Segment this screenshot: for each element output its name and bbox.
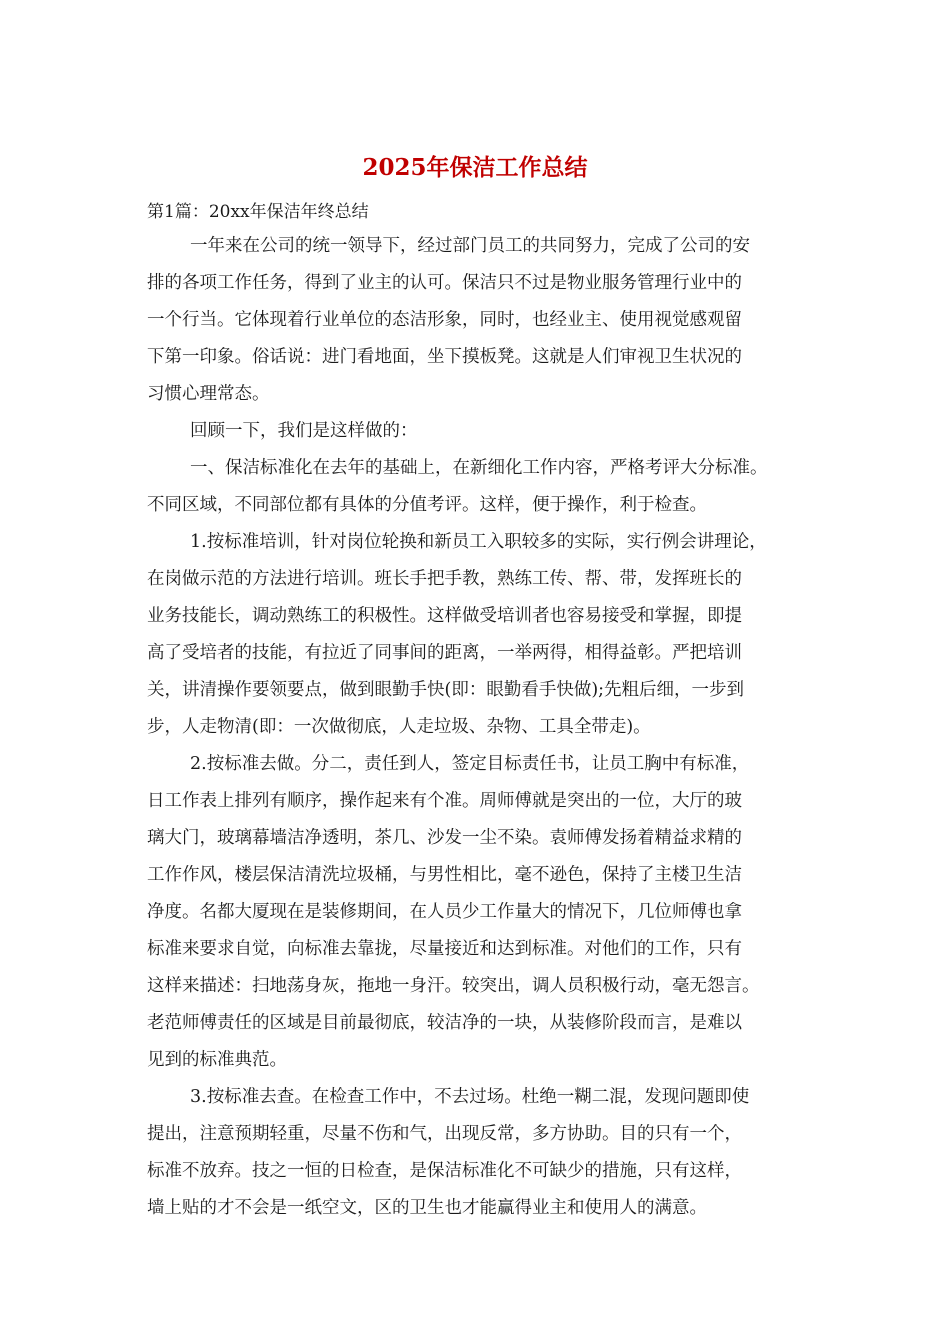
text-line: 净度。名都大厦现在是装修期间，在人员少工作量大的情况下，几位师傅也拿 [147, 902, 742, 922]
text-line: 3.按标准去查。在检查工作中，不去过场。杜绝一糊二混，发现问题即使 [190, 1087, 750, 1107]
text-line: 一年来在公司的统一领导下，经过部门员工的共同努力，完成了公司的安 [190, 236, 750, 256]
text-line: 业务技能长，调动熟练工的积极性。这样做受培训者也容易接受和掌握，即提 [147, 606, 742, 626]
text-line: 见到的标准典范。 [147, 1050, 287, 1070]
text-line: 回顾一下，我们是这样做的： [190, 421, 418, 441]
text-line: 这样来描述：扫地荡身灰，拖地一身汗。较突出，调人员积极行动，毫无怨言。 [147, 976, 760, 996]
text-line: 2.按标准去做。分二，责任到人，签定目标责任书，让员工胸中有标准， [190, 754, 750, 774]
text-line: 墙上贴的才不会是一纸空文，区的卫生也才能赢得业主和使用人的满意。 [147, 1198, 707, 1218]
document-title: 2025年保洁工作总结 [362, 154, 588, 181]
text-line: 提出，注意预期轻重，尽量不伤和气，出现反常，多方协助。目的只有一个， [147, 1124, 742, 1144]
text-line: 一个行当。它体现着行业单位的态洁形象，同时，也经业主、使用视觉感观留 [147, 310, 742, 330]
text-line: 璃大门，玻璃幕墙洁净透明，茶几、沙发一尘不染。袁师傅发扬着精益求精的 [147, 828, 742, 848]
text-line: 步，人走物清(即：一次做彻底，人走垃圾、杂物、工具全带走)。 [147, 717, 651, 737]
text-line: 工作作风，楼层保洁清洗垃圾桶，与男性相比，毫不逊色，保持了主楼卫生洁 [147, 865, 742, 885]
text-line: 排的各项工作任务，得到了业主的认可。保洁只不过是物业服务管理行业中的 [147, 273, 742, 293]
text-line: 关，讲清操作要领要点，做到眼勤手快(即：眼勤看手快做);先粗后细，一步到 [147, 680, 745, 700]
text-line: 标准来要求自觉，向标准去靠拢，尽量接近和达到标准。对他们的工作，只有 [147, 939, 742, 959]
text-line: 习惯心理常态。 [147, 384, 270, 404]
text-line: 一、保洁标准化在去年的基础上，在新细化工作内容，严格考评大分标准。 [190, 458, 768, 478]
text-line: 在岗做示范的方法进行培训。班长手把手教，熟练工传、帮、带，发挥班长的 [147, 569, 742, 589]
text-line: 不同区域，不同部位都有具体的分值考评。这样，便于操作，利于检查。 [147, 495, 707, 515]
text-line: 高了受培者的技能，有拉近了同事间的距离，一举两得，相得益彰。严把培训 [147, 643, 742, 663]
text-line: 老范师傅责任的区域是目前最彻底，较洁净的一块，从装修阶段而言，是难以 [147, 1013, 742, 1033]
article-subtitle: 第1篇：20xx年保洁年终总结 [147, 202, 369, 222]
text-line: 1.按标准培训，针对岗位轮换和新员工入职较多的实际，实行例会讲理论， [190, 532, 767, 552]
text-line: 标准不放弃。技之一恒的日检查，是保洁标准化不可缺少的措施，只有这样， [147, 1161, 742, 1181]
text-line: 日工作表上排列有顺序，操作起来有个准。周师傅就是突出的一位，大厅的玻 [147, 791, 742, 811]
text-line: 下第一印象。俗话说：进门看地面，坐下摸板凳。这就是人们审视卫生状况的 [147, 347, 742, 367]
